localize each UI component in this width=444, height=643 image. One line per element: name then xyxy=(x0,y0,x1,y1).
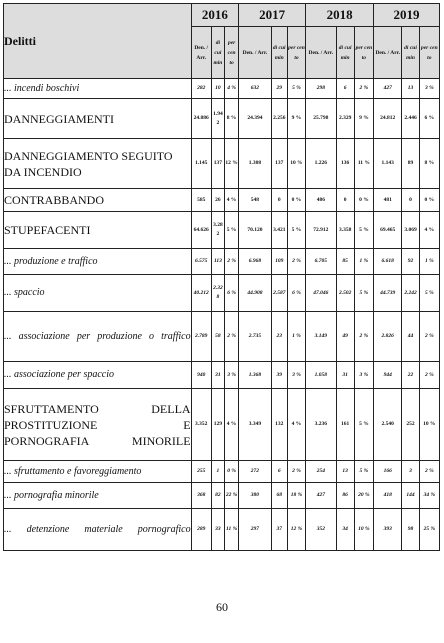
percent-value: 6 % xyxy=(225,275,239,312)
crime-label: ... incendi boschivi xyxy=(4,79,192,99)
percent-value: 11 % xyxy=(354,139,373,189)
percent-value: 22 % xyxy=(225,483,239,509)
percent-value: 6 % xyxy=(419,99,439,139)
crime-label: ... associazione per spaccio xyxy=(4,362,192,389)
minors-value: 2.328 xyxy=(211,275,224,312)
table-row xyxy=(4,189,440,212)
percent-value: 9 % xyxy=(354,99,373,139)
year-header: 2017 xyxy=(239,4,306,27)
den-arr-value: 255 xyxy=(191,461,211,483)
percent-value: 5 % xyxy=(287,212,305,249)
percent-value: 2 % xyxy=(419,362,439,389)
percent-value: 2 % xyxy=(354,312,373,362)
minors-value: 0 xyxy=(271,189,287,212)
minors-value: 49 xyxy=(336,312,354,362)
minors-value: 13 xyxy=(402,79,419,99)
minors-value: 144 xyxy=(402,483,419,509)
table-row xyxy=(4,312,440,362)
minors-value: 2.256 xyxy=(271,99,287,139)
minors-value: 85 xyxy=(336,249,354,275)
minors-value: 2.242 xyxy=(402,275,419,312)
percent-value: 25 % xyxy=(419,509,439,551)
minors-value: 37 xyxy=(271,509,287,551)
den-arr-value: 6.705 xyxy=(306,249,336,275)
den-arr-value: 282 xyxy=(191,79,211,99)
percent-value: 9 % xyxy=(287,99,305,139)
den-arr-value: 1.143 xyxy=(374,139,402,189)
year-header-row xyxy=(4,4,440,27)
percent-value: 8 % xyxy=(225,99,239,139)
den-arr-value: 24.886 xyxy=(191,99,211,139)
minors-value: 3.358 xyxy=(336,212,354,249)
minors-value: 34 xyxy=(336,509,354,551)
den-arr-value: 6.575 xyxy=(191,249,211,275)
minors-header: di cui min xyxy=(402,27,419,79)
percent-value: 1 % xyxy=(354,249,373,275)
den-arr-value: 481 xyxy=(374,189,402,212)
crime-statistics-table xyxy=(3,3,440,551)
crime-label: ... detenzione materiale pornografico xyxy=(4,509,192,551)
minors-value: 2.587 xyxy=(271,275,287,312)
den-arr-value: 940 xyxy=(191,362,211,389)
den-arr-value: 1.058 xyxy=(306,362,336,389)
table-row xyxy=(4,79,440,99)
minors-value: 132 xyxy=(271,389,287,461)
den-arr-value: 380 xyxy=(239,483,271,509)
percent-value: 3 % xyxy=(354,362,373,389)
minors-value: 13 xyxy=(336,461,354,483)
minors-value: 98 xyxy=(402,509,419,551)
percent-value: 5 % xyxy=(354,275,373,312)
den-arr-value: 548 xyxy=(239,189,271,212)
minors-value: 137 xyxy=(211,139,224,189)
crime-label: DANNEGGIAMENTO SEGUITO DA INCENDIO xyxy=(4,139,192,189)
minors-value: 0 xyxy=(336,189,354,212)
den-arr-value: 44.739 xyxy=(374,275,402,312)
percent-value: 8 % xyxy=(419,139,439,189)
den-arr-header: Den. / Arr. xyxy=(239,27,271,79)
percent-value: 5 % xyxy=(225,212,239,249)
percent-header: per cen to xyxy=(354,27,373,79)
den-arr-value: 72.912 xyxy=(306,212,336,249)
page-number: 60 xyxy=(216,600,228,614)
den-arr-value: 289 xyxy=(191,509,211,551)
den-arr-value: 166 xyxy=(374,461,402,483)
minors-value: 29 xyxy=(271,79,287,99)
minors-value: 31 xyxy=(336,362,354,389)
minors-value: 3.421 xyxy=(271,212,287,249)
percent-value: 12 % xyxy=(287,509,305,551)
den-arr-value: 298 xyxy=(306,79,336,99)
percent-value: 5 % xyxy=(354,212,373,249)
table-row xyxy=(4,362,440,389)
table-row xyxy=(4,249,440,275)
table-body xyxy=(4,79,440,551)
crime-label: ... sfruttamento e favoreggiamento xyxy=(4,461,192,483)
den-arr-value: 1.145 xyxy=(191,139,211,189)
percent-value: 0 % xyxy=(354,189,373,212)
percent-value: 5 % xyxy=(419,275,439,312)
minors-value: 33 xyxy=(211,509,224,551)
den-arr-value: 24.394 xyxy=(239,99,271,139)
percent-value: 4 % xyxy=(225,389,239,461)
minors-header: di cui min xyxy=(211,27,224,79)
minors-value: 6 xyxy=(336,79,354,99)
den-arr-value: 352 xyxy=(306,509,336,551)
crime-label: ... produzione e traffico xyxy=(4,249,192,275)
crime-label: ... associazione per produzione o traffico xyxy=(4,312,192,362)
minors-value: 58 xyxy=(211,312,224,362)
den-arr-value: 40.212 xyxy=(191,275,211,312)
table-row xyxy=(4,99,440,139)
minors-value: 10 xyxy=(211,79,224,99)
crime-label: ... pornografia minorile xyxy=(4,483,192,509)
percent-value: 2 % xyxy=(354,79,373,99)
crime-label: DANNEGGIAMENTI xyxy=(4,99,192,139)
den-arr-value: 632 xyxy=(239,79,271,99)
minors-value: 0 xyxy=(402,189,419,212)
percent-value: 11 % xyxy=(225,509,239,551)
percent-value: 3 % xyxy=(419,79,439,99)
minors-value: 86 xyxy=(336,483,354,509)
percent-value: 20 % xyxy=(354,483,373,509)
percent-value: 0 % xyxy=(419,189,439,212)
percent-value: 1 % xyxy=(419,249,439,275)
minors-value: 44 xyxy=(402,312,419,362)
percent-value: 4 % xyxy=(225,189,239,212)
den-arr-value: 368 xyxy=(191,483,211,509)
percent-value: 2 % xyxy=(287,249,305,275)
den-arr-value: 427 xyxy=(306,483,336,509)
den-arr-value: 486 xyxy=(306,189,336,212)
den-arr-value: 1.308 xyxy=(239,139,271,189)
percent-value: 3 % xyxy=(225,362,239,389)
den-arr-value: 2.735 xyxy=(239,312,271,362)
percent-value: 18 % xyxy=(287,483,305,509)
table-row xyxy=(4,509,440,551)
year-header: 2019 xyxy=(374,4,440,27)
den-arr-value: 3.349 xyxy=(239,389,271,461)
year-header: 2018 xyxy=(306,4,374,27)
minors-value: 137 xyxy=(271,139,287,189)
den-arr-value: 24.812 xyxy=(374,99,402,139)
percent-value: 4 % xyxy=(225,79,239,99)
minors-value: 31 xyxy=(211,362,224,389)
den-arr-value: 2.789 xyxy=(191,312,211,362)
minors-value: 129 xyxy=(211,389,224,461)
table-row xyxy=(4,212,440,249)
minors-value: 68 xyxy=(271,483,287,509)
den-arr-value: 944 xyxy=(374,362,402,389)
den-arr-value: 272 xyxy=(239,461,271,483)
percent-value: 5 % xyxy=(287,79,305,99)
den-arr-value: 64.626 xyxy=(191,212,211,249)
den-arr-value: 3.236 xyxy=(306,389,336,461)
minors-value: 109 xyxy=(271,249,287,275)
percent-header: per cen to xyxy=(419,27,439,79)
minors-value: 23 xyxy=(271,312,287,362)
minors-value: 26 xyxy=(211,189,224,212)
minors-value: 6 xyxy=(271,461,287,483)
percent-value: 0 % xyxy=(287,189,305,212)
percent-value: 2 % xyxy=(419,461,439,483)
minors-value: 161 xyxy=(336,389,354,461)
den-arr-value: 6.618 xyxy=(374,249,402,275)
crime-label: CONTRABBANDO xyxy=(4,189,192,212)
percent-header: per cen to xyxy=(225,27,239,79)
den-arr-value: 418 xyxy=(374,483,402,509)
minors-value: 113 xyxy=(211,249,224,275)
percent-value: 12 % xyxy=(225,139,239,189)
percent-value: 0 % xyxy=(225,461,239,483)
table-row xyxy=(4,389,440,461)
den-arr-value: 47.046 xyxy=(306,275,336,312)
percent-value: 5 % xyxy=(354,389,373,461)
den-arr-value: 6.968 xyxy=(239,249,271,275)
den-arr-value: 2.826 xyxy=(374,312,402,362)
delitti-header: Delitti xyxy=(4,4,192,79)
percent-value: 10 % xyxy=(354,509,373,551)
den-arr-value: 1.226 xyxy=(306,139,336,189)
percent-value: 5 % xyxy=(354,461,373,483)
percent-value: 10 % xyxy=(419,389,439,461)
minors-value: 3 xyxy=(402,461,419,483)
minors-value: 2.502 xyxy=(336,275,354,312)
percent-value: 4 % xyxy=(419,212,439,249)
minors-header: di cui min xyxy=(336,27,354,79)
percent-value: 4 % xyxy=(287,389,305,461)
den-arr-value: 393 xyxy=(374,509,402,551)
minors-value: 3.282 xyxy=(211,212,224,249)
crime-label: ... spaccio xyxy=(4,275,192,312)
den-arr-value: 25.798 xyxy=(306,99,336,139)
den-arr-value: 1.368 xyxy=(239,362,271,389)
table-row xyxy=(4,483,440,509)
minors-value: 92 xyxy=(402,249,419,275)
minors-value: 2.446 xyxy=(402,99,419,139)
percent-value: 2 % xyxy=(225,249,239,275)
den-arr-value: 585 xyxy=(191,189,211,212)
den-arr-value: 3.352 xyxy=(191,389,211,461)
den-arr-value: 70.120 xyxy=(239,212,271,249)
table-row xyxy=(4,139,440,189)
den-arr-header: Den. / Arr. xyxy=(306,27,336,79)
minors-value: 252 xyxy=(402,389,419,461)
minors-value: 22 xyxy=(402,362,419,389)
percent-value: 1 % xyxy=(287,312,305,362)
minors-value: 3.069 xyxy=(402,212,419,249)
table-row xyxy=(4,275,440,312)
minors-value: 2.329 xyxy=(336,99,354,139)
minors-value: 1 xyxy=(211,461,224,483)
den-arr-value: 69.465 xyxy=(374,212,402,249)
den-arr-header: Den. / Arr. xyxy=(191,27,211,79)
percent-value: 6 % xyxy=(287,275,305,312)
percent-value: 34 % xyxy=(419,483,439,509)
percent-value: 2 % xyxy=(419,312,439,362)
minors-value: 89 xyxy=(402,139,419,189)
den-arr-value: 427 xyxy=(374,79,402,99)
den-arr-header: Den. / Arr. xyxy=(374,27,402,79)
minors-value: 82 xyxy=(211,483,224,509)
crime-label: SFRUTTAMENTO DELLA PROSTITUZIONE E PORNOGRAFIA MINORILE xyxy=(4,389,192,461)
minors-value: 136 xyxy=(336,139,354,189)
percent-header: per cen to xyxy=(287,27,305,79)
den-arr-value: 297 xyxy=(239,509,271,551)
year-header: 2016 xyxy=(191,4,239,27)
table-row xyxy=(4,461,440,483)
crime-label: STUPEFACENTI xyxy=(4,212,192,249)
minors-value: 1.942 xyxy=(211,99,224,139)
den-arr-value: 254 xyxy=(306,461,336,483)
den-arr-value: 3.149 xyxy=(306,312,336,362)
minors-value: 39 xyxy=(271,362,287,389)
percent-value: 2 % xyxy=(225,312,239,362)
minors-header: di cui min xyxy=(271,27,287,79)
percent-value: 3 % xyxy=(287,362,305,389)
den-arr-value: 44.908 xyxy=(239,275,271,312)
percent-value: 10 % xyxy=(287,139,305,189)
den-arr-value: 2.540 xyxy=(374,389,402,461)
percent-value: 2 % xyxy=(287,461,305,483)
